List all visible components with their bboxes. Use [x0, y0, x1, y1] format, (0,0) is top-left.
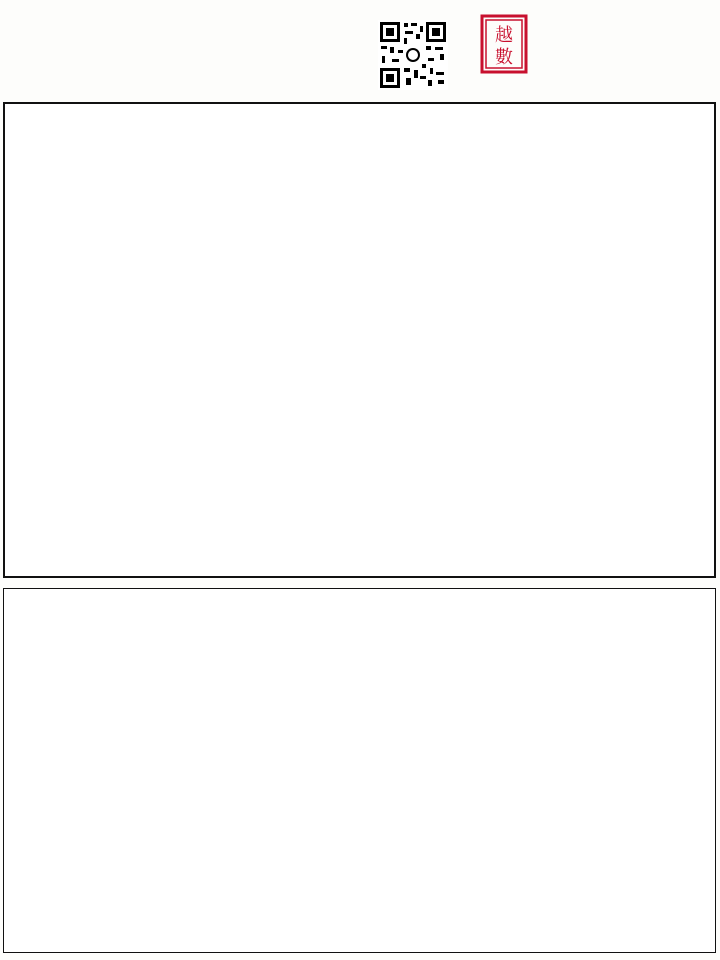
svg-text:數: 數 [495, 47, 513, 68]
chart-grid [3, 102, 716, 578]
seal-stamp [480, 14, 528, 74]
qr-code-icon[interactable] [378, 20, 448, 90]
annual-luck-table [3, 588, 716, 953]
svg-text:越: 越 [495, 25, 513, 46]
